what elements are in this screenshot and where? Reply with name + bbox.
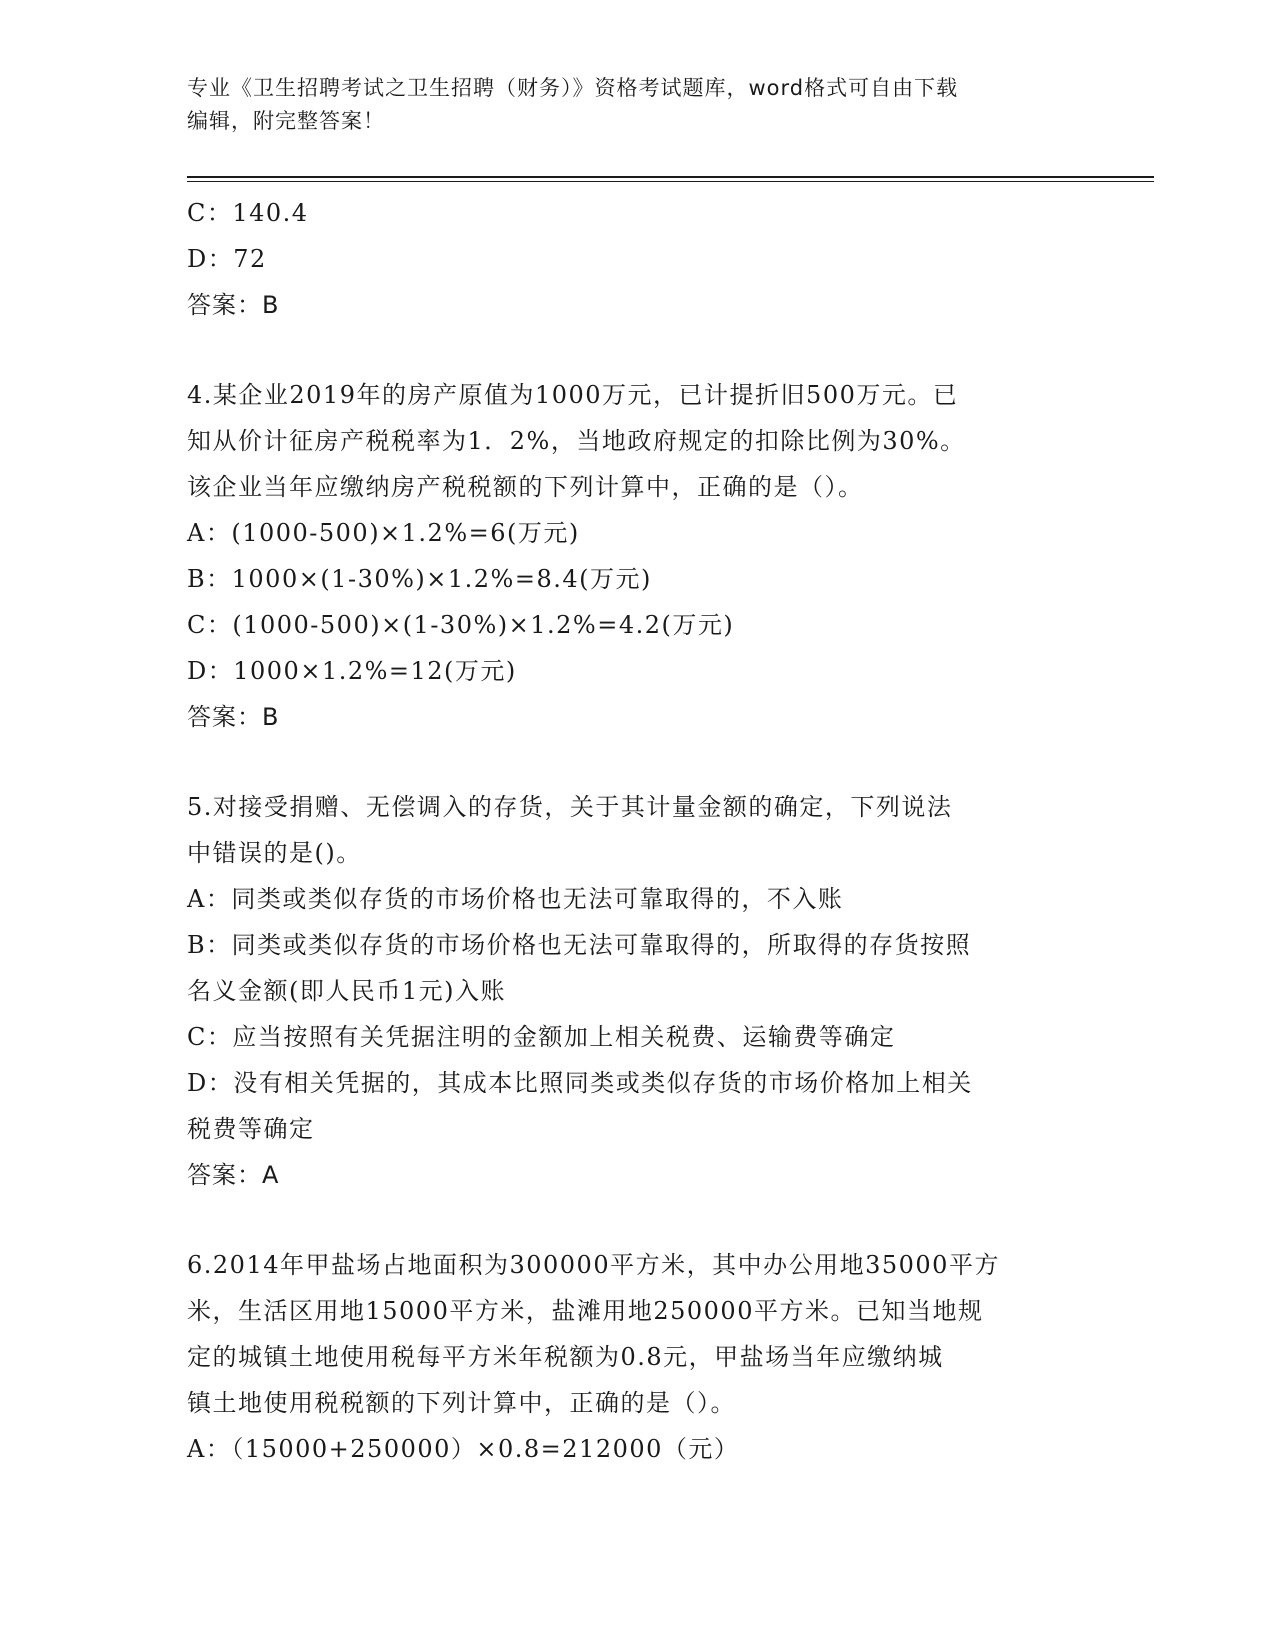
- spacer: [187, 740, 1087, 784]
- option-a: A：（15000+250000）×0.8=212000（元）: [187, 1435, 740, 1463]
- spacer: [187, 1198, 1087, 1242]
- header-line-2: 编辑，附完整答案！: [187, 109, 385, 133]
- option-c: C：(1000-500)×(1-30%)×1.2%=4.2(万元): [187, 611, 735, 639]
- spacer: [187, 328, 1087, 372]
- question-stem: 该企业当年应缴纳房产税税额的下列计算中，正确的是（）。: [187, 473, 864, 501]
- option-d-continued: 税费等确定: [187, 1115, 315, 1143]
- option-b: B：同类或类似存货的市场价格也无法可靠取得的，所取得的存货按照: [187, 931, 972, 959]
- header-divider-thick: [187, 176, 1154, 178]
- option-d: D：1000×1.2%=12(万元): [187, 657, 517, 685]
- question-5: [187, 784, 1087, 1198]
- header-divider-thin: [187, 181, 1154, 182]
- document-header: [187, 72, 1087, 138]
- option-a: A：同类或类似存货的市场价格也无法可靠取得的，不入账: [187, 885, 844, 913]
- question-stem: 定的城镇土地使用税每平方米年税额为0.8元，甲盐场当年应缴纳城: [187, 1343, 944, 1371]
- option-d: D：72: [187, 245, 267, 273]
- option-b: B：1000×(1-30%)×1.2%=8.4(万元): [187, 565, 652, 593]
- question-4: [187, 372, 1087, 740]
- answer: 答案：B: [187, 291, 280, 319]
- question-3: [187, 190, 1087, 328]
- header-line-1: 专业《卫生招聘考试之卫生招聘（财务）》资格考试题库，word格式可自由下载: [187, 76, 959, 100]
- question-stem: 4.某企业2019年的房产原值为1000万元，已计提折旧500万元。已: [187, 381, 959, 409]
- question-stem: 6.2014年甲盐场占地面积为300000平方米，其中办公用地35000平方: [187, 1251, 1000, 1279]
- question-6: [187, 1242, 1087, 1472]
- option-c: C：应当按照有关凭据注明的金额加上相关税费、运输费等确定: [187, 1023, 896, 1051]
- document-body: [187, 190, 1087, 1472]
- question-stem: 镇土地使用税税额的下列计算中，正确的是（）。: [187, 1389, 736, 1417]
- question-stem: 中错误的是()。: [187, 839, 362, 867]
- answer: 答案：B: [187, 703, 280, 731]
- question-stem: 米，生活区用地15000平方米，盐滩用地250000平方米。已知当地规: [187, 1297, 984, 1325]
- question-stem: 5.对接受捐赠、无偿调入的存货，关于其计量金额的确定，下列说法: [187, 793, 953, 821]
- option-a: A：(1000-500)×1.2%=6(万元): [187, 519, 580, 547]
- option-c: C：140.4: [187, 199, 309, 227]
- answer: 答案：A: [187, 1161, 280, 1189]
- option-b-continued: 名义金额(即人民币1元)入账: [187, 977, 506, 1005]
- question-stem: 知从价计征房产税税率为1．2%，当地政府规定的扣除比例为30%。: [187, 427, 966, 455]
- option-d: D：没有相关凭据的，其成本比照同类或类似存货的市场价格加上相关: [187, 1069, 973, 1097]
